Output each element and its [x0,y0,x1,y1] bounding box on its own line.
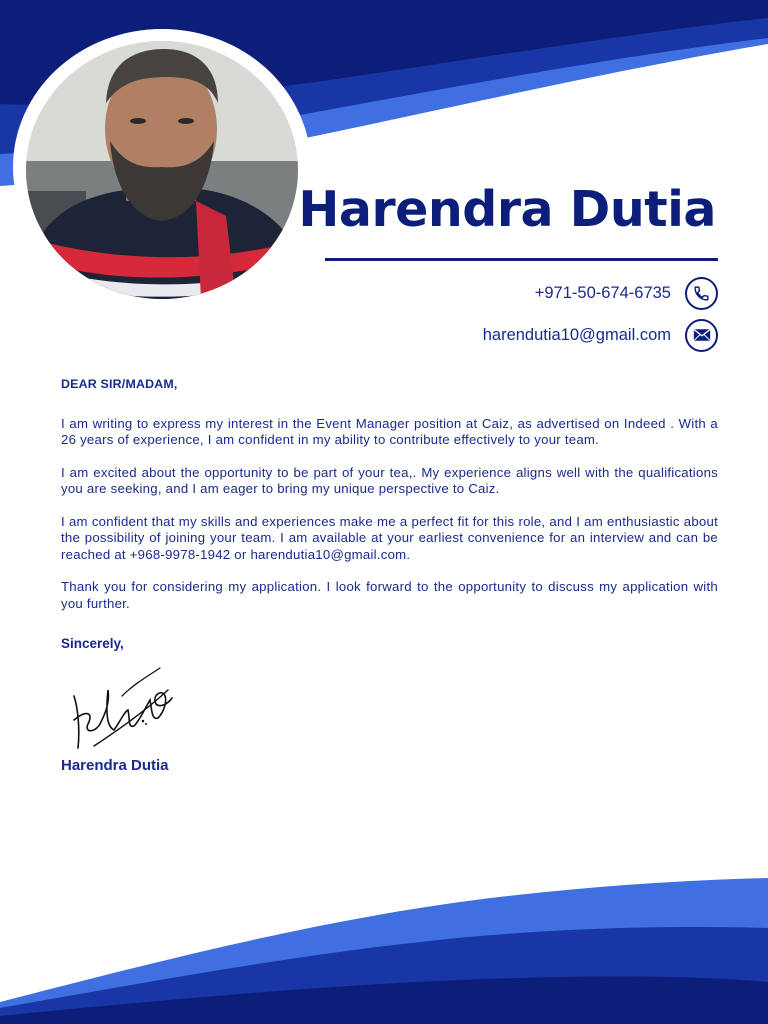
signature-name: Harendra Dutia [61,757,169,774]
envelope-icon [685,319,718,352]
profile-photo [26,41,298,299]
email-address: harendutia10@gmail.com [482,325,671,344]
letter-paragraph-2: I am excited about the opportunity to be part of your tea,. My experience aligns well with the qualifications you are seeking, and I am eager to bring my unique perspective to Caiz. [61,464,718,496]
bottom-wave-decoration [0,874,768,1024]
letter-paragraph-1: I am writing to express my interest in the Event Manager position at Caiz, as advertised on Indeed . With a 26 years of experience, I am confident in my ability to contribute effectively to your team. [61,415,718,447]
letter-paragraph-4: Thank you for considering my application. I look forward to the opportunity to discuss my application with you further. [61,579,718,611]
handwritten-signature [64,660,174,752]
phone-number: +971-50-674-6735 [534,283,671,302]
contact-phone [535,276,718,310]
contact-email [483,318,718,352]
salutation: DEAR SIR/MADAM, [61,377,178,391]
phone-icon [685,277,718,310]
letter-body [61,376,718,653]
applicant-name: Harendra Dutia [298,181,716,238]
letter-paragraph-3: I am confident that my skills and experiences make me a perfect fit for this role, and I am enthusiastic about the possibility of joining your team. I am available at your earliest convenience for an interview and can be reached at +968-9978-1942 or harendutia10@gmail.com. [61,513,718,562]
closing: Sincerely, [61,636,124,651]
name-underline-divider [325,258,718,261]
